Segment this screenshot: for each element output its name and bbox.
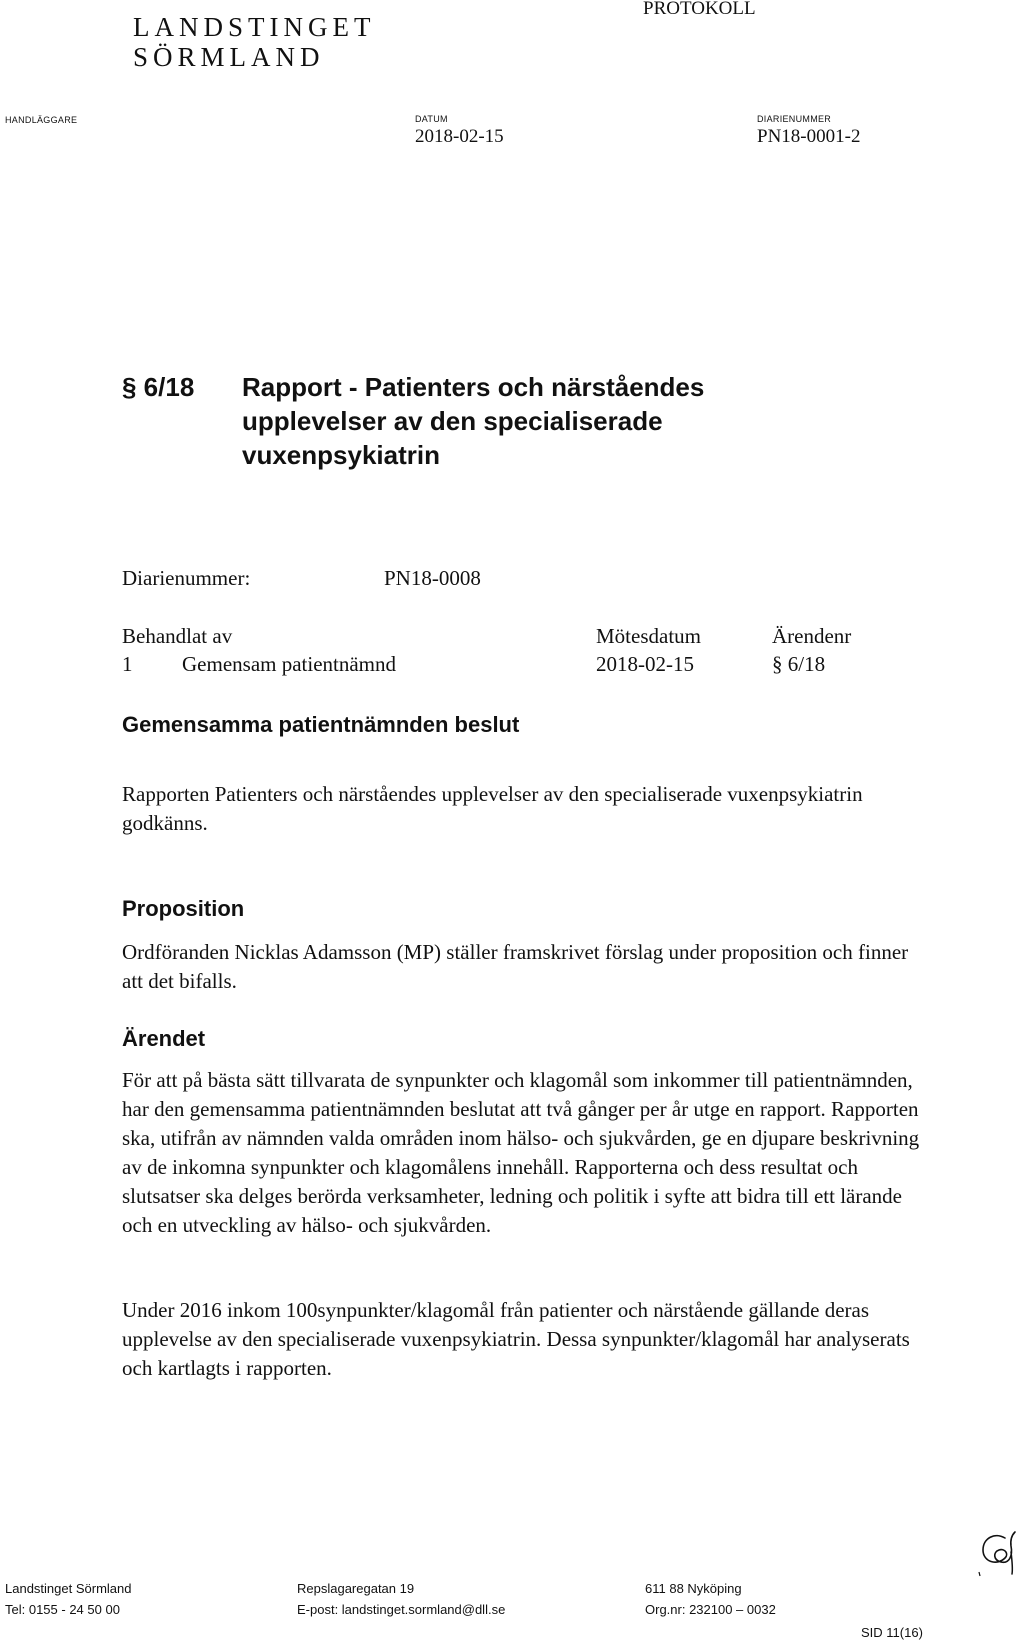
- footer-phone: Tel: 0155 - 24 50 00: [5, 1602, 120, 1617]
- arendenr-label: Ärendenr: [772, 624, 852, 648]
- row-body: Gemensam patientnämnd: [182, 652, 397, 676]
- datum-label: DATUM: [415, 114, 448, 124]
- page-id: SID 11(16): [861, 1625, 923, 1640]
- arendet-paragraph-2: Under 2016 inkom 100synpunkter/klagomål från patienter och närstående gällande deras upplevelse av den specialiserade vuxenpsykiatrin. Dessa synpunkter/klagomål har analyserats och kartlagts i rapporten.: [122, 1298, 910, 1380]
- proposition-text: Ordföranden Nicklas Adamsson (MP) ställer framskrivet förslag under proposition och finner att det bifalls.: [122, 940, 909, 993]
- footer-organization: [5, 1578, 131, 1620]
- arendet-heading: Ärendet: [122, 1026, 206, 1051]
- diarienummer-value: PN18-0001-2: [757, 126, 861, 147]
- footer-org-name: Landstinget Sörmland: [5, 1581, 132, 1596]
- footer-address: [297, 1578, 505, 1620]
- footer-orgnr: Org.nr: 232100 – 0032: [645, 1602, 776, 1617]
- logo-line-2: SÖRMLAND: [133, 42, 325, 72]
- section-heading: [122, 370, 942, 480]
- case-diarienummer-label: Diarienummer:: [122, 566, 251, 590]
- proposition-heading: Proposition: [122, 896, 245, 921]
- motesdatum-label: Mötesdatum: [596, 624, 701, 648]
- row-date: 2018-02-15: [596, 652, 694, 676]
- organization-logo: [133, 12, 375, 72]
- behandlat-av-label: Behandlat av: [122, 624, 233, 648]
- section-title: Rapport - Patienters och närståendes upplevelser av den specialiserade vuxenpsykiatrin: [242, 372, 705, 470]
- section-number: § 6/18: [122, 372, 195, 402]
- footer-postal-code: 611 88 Nyköping: [645, 1581, 742, 1596]
- beslut-heading: Gemensamma patientnämnden beslut: [122, 712, 520, 737]
- case-diarienummer-value: PN18-0008: [384, 566, 481, 590]
- document-type: PROTOKOLL: [643, 0, 756, 19]
- arendet-paragraph-1: För att på bästa sätt tillvarata de synpunkter och klagomål som inkommer till patientnämnden, har den gemensamma patientnämnden beslutat att två gånger per år utge en rapport. Rapporten ska, utifrån av nämnden valda områden inom hälso- och sjukvården, ge en djupare beskrivning av de inkomna synpunkter och klagomålens innehåll. Rapporterna och dess resultat och slutsatser ska delges berörda verksamheter, ledning och politik i syfte att bidra till ett lärande och en utveckling av hälso- och sjukvården.: [122, 1068, 920, 1237]
- footer-postal: [645, 1578, 776, 1620]
- datum-value: 2018-02-15: [415, 126, 504, 147]
- row-arendenr: § 6/18: [772, 652, 826, 676]
- footer-street: Repslagaregatan 19: [297, 1581, 415, 1596]
- handwritten-initials-signature: [975, 1528, 1017, 1578]
- beslut-text: Rapporten Patienters och närståendes upplevelser av den specialiserade vuxenpsykiatrin godkänns.: [122, 782, 863, 835]
- handlaggare-label: HANDLÄGGARE: [5, 115, 78, 125]
- row-index: 1: [122, 652, 133, 676]
- footer-email: E-post: landstinget.sormland@dll.se: [297, 1602, 506, 1617]
- diarienummer-label: DIARIENUMMER: [757, 114, 832, 124]
- logo-line-1: LANDSTINGET: [133, 12, 376, 42]
